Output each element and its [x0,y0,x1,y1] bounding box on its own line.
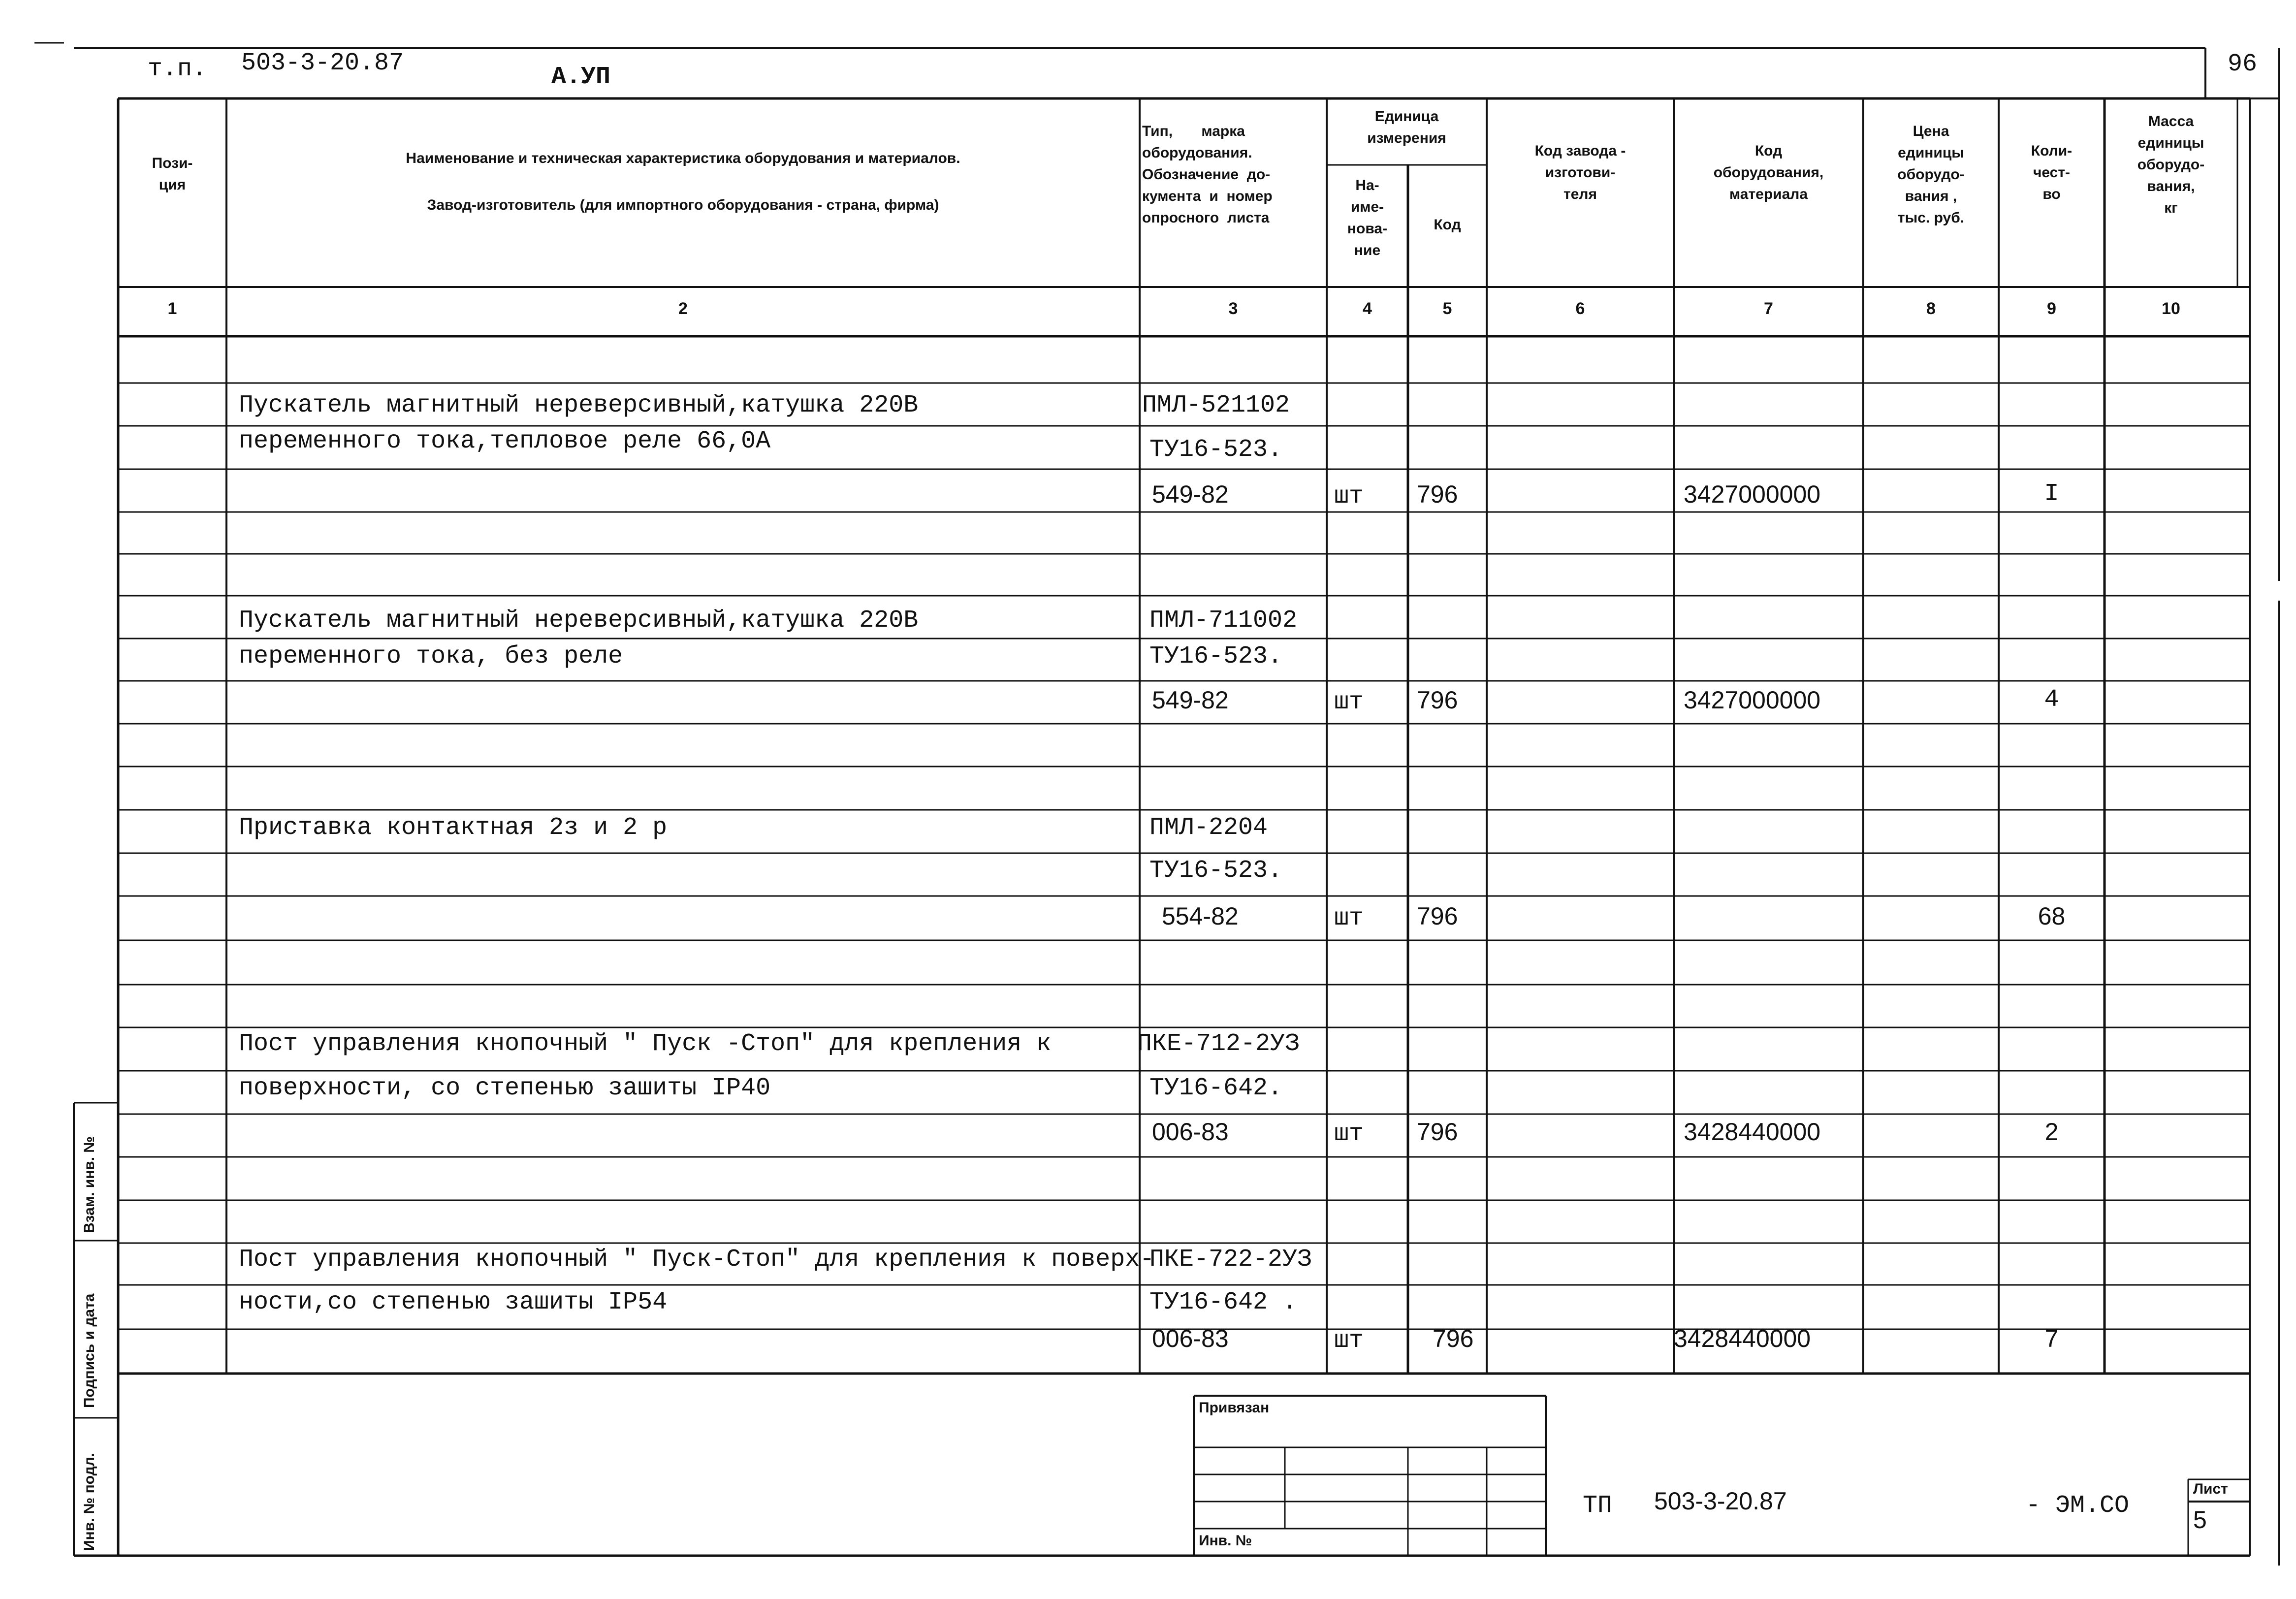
sheet-number: 5 [2193,1506,2207,1534]
item-equipment-code: 3428440000 [1684,1118,1821,1146]
column-number: 9 [2047,299,2056,318]
column-number: 5 [1442,299,1452,318]
stamp-tp: ТП [1583,1492,1613,1520]
item-unit: шт [1334,904,1364,932]
item-type: ТУ16-523. [1149,857,1283,885]
item-type: ТУ16-523. [1149,642,1283,671]
stamp-suffix: - ЭМ.СО [2026,1492,2130,1520]
item-quantity: I [2044,480,2059,508]
header-unit-code: Код [1434,217,1461,233]
item-equipment-code: 3427000000 [1684,480,1821,508]
item-name: Приставка контактная 2з и 2 р [239,814,668,842]
item-type: ПМЛ-521102 [1142,391,1290,419]
header-maker-code: Код завода - изготови- теля [1534,143,1626,202]
stamp-privyazan: Привязан [1199,1400,1270,1416]
column-number: 2 [678,299,688,318]
item-type: ПКЕ-722-2УЗ [1149,1246,1312,1274]
header-price: Цена единицы оборудо- вания , тыс. руб. [1897,123,1965,226]
item-quantity: 7 [2044,1325,2059,1352]
column-number: 1 [167,299,177,318]
item-type: ПМЛ-711002 [1149,607,1298,635]
stamp-code: 503-3-20.87 [1654,1487,1787,1515]
header-position: Пози- ция [152,155,193,193]
item-name: Пускатель магнитный нереверсивный,катушка 220В [239,607,919,635]
item-unit-code: 796 [1417,686,1458,714]
item-quantity: 2 [2044,1118,2059,1146]
item-name: Пост управления кнопочный " Пуск-Стоп" для крепления к поверх- [239,1246,1155,1274]
header-type-mark: Тип, марка оборудования. Обозначение до- кумента и номер опросного листа [1142,123,1273,226]
header-name-line1: Наименование и техническая характеристика оборудования и материалов. [406,150,960,166]
side-label-podpis: Подпись и дата [81,1293,97,1408]
item-equipment-code: 3427000000 [1684,686,1821,714]
column-number: 4 [1363,299,1372,318]
header-quantity: Коли- чест- во [2031,143,2073,202]
item-unit-code: 796 [1417,1118,1458,1146]
item-type: 006-83 [1152,1118,1229,1146]
stamp-inv-no: Инв. № [1199,1533,1252,1549]
item-type: ПКЕ-712-2УЗ [1137,1030,1300,1058]
page-number: 96 [2227,50,2257,78]
album-label: А.УП [551,63,611,91]
item-name: Пост управления кнопочный " Пуск -Стоп" для крепления к [239,1030,1052,1058]
item-type: 006-83 [1152,1325,1229,1352]
header-mass: Масса единицы оборудо- вания, кг [2137,113,2205,216]
item-type: ТУ16-642. [1149,1074,1283,1102]
item-type: 554-82 [1162,902,1239,930]
item-type: 549-82 [1152,480,1229,508]
item-quantity: 4 [2044,686,2059,714]
item-unit-code: 796 [1433,1325,1474,1352]
item-unit-code: 796 [1417,902,1458,930]
header-name-line2: Завод-изготовитель (для импортного оборудования - страна, фирма) [427,197,939,213]
item-unit: шт [1334,482,1364,511]
item-type: ТУ16-523. [1149,436,1283,464]
item-unit: шт [1334,1327,1364,1355]
item-unit-code: 796 [1417,480,1458,508]
item-type: ПМЛ-2204 [1149,814,1268,842]
header-unit-name: На- име- нова- ние [1347,177,1388,258]
item-name: поверхности, со степенью зашиты IP40 [239,1074,771,1102]
side-label-inv-podl: Инв. № подл. [81,1452,97,1551]
tp-label: т.п. [148,55,207,83]
column-number: 6 [1575,299,1585,318]
side-label-vzam: Взам. инв. № [81,1136,97,1233]
item-quantity: 68 [2038,902,2066,930]
column-number: 7 [1764,299,1773,318]
sheet-label: Лист [2193,1481,2228,1497]
project-code: 503-3-20.87 [241,49,404,77]
column-number: 3 [1228,299,1238,318]
item-name: переменного тока, без реле [239,642,623,671]
column-number: 8 [1926,299,1936,318]
item-name: ности,со степенью зашиты IP54 [239,1288,668,1316]
item-type: 549-82 [1152,686,1229,714]
header-unit: Единица измерения [1367,108,1446,146]
item-unit: шт [1334,688,1364,716]
item-name: Пускатель магнитный нереверсивный,катушка 220В [239,391,919,419]
item-name: переменного тока,тепловое реле 66,0А [239,427,771,455]
header-equipment-code: Код оборудования, материала [1713,143,1824,202]
item-type: ТУ16-642 . [1149,1288,1298,1316]
item-unit: шт [1334,1120,1364,1148]
column-number: 10 [2162,299,2180,318]
item-equipment-code: 3428440000 [1674,1325,1811,1352]
